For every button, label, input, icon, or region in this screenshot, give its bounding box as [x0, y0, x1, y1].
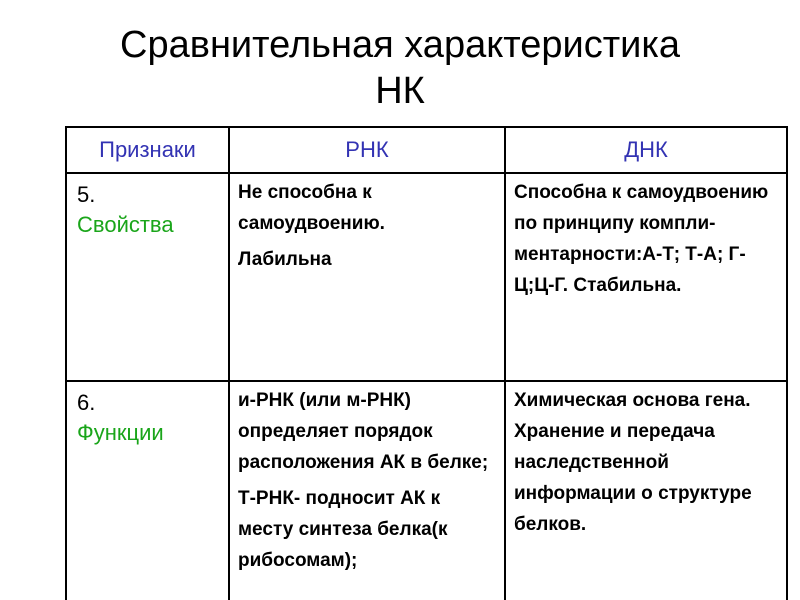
- table-header-row: [66, 127, 787, 173]
- row-number: 6.: [77, 390, 96, 415]
- rna-cell: [229, 381, 505, 600]
- rna-text: Не способна к самоудвоению.: [238, 182, 385, 234]
- rna-text: Лабильна: [238, 249, 332, 270]
- comparison-table: [65, 126, 788, 600]
- dna-cell: [505, 381, 787, 600]
- slide-title: [0, 22, 800, 114]
- slide-title-line2: НК: [375, 70, 425, 112]
- table-row: [66, 381, 787, 600]
- dna-text: Химическая основа гена. Хранение и передача наследственной информации о структуре белков.: [514, 390, 752, 535]
- row-number: 5.: [77, 182, 96, 207]
- dna-text: Способна к самоудвоению по принципу компли-ментарности:А-Т; Т-А; Г-Ц;Ц-Г. Стабильна.: [514, 182, 769, 296]
- header-features: Признаки: [66, 127, 229, 173]
- rna-text: и-РНК (или м-РНК) определяет порядок расположения АК в белке;: [238, 390, 489, 473]
- dna-cell: [505, 173, 787, 381]
- row-label-cell: [66, 173, 229, 381]
- row-label-cell: [66, 381, 229, 600]
- row-label: Функции: [77, 420, 164, 445]
- rna-cell: [229, 173, 505, 381]
- header-dna: ДНК: [505, 127, 787, 173]
- rna-text: Т-РНК- подносит АК к месту синтеза белка(к рибосомам);: [238, 488, 448, 571]
- slide-title-line1: Сравнительная характеристика: [120, 24, 680, 66]
- table-row: [66, 173, 787, 381]
- header-rna: РНК: [229, 127, 505, 173]
- row-label: Свойства: [77, 212, 174, 237]
